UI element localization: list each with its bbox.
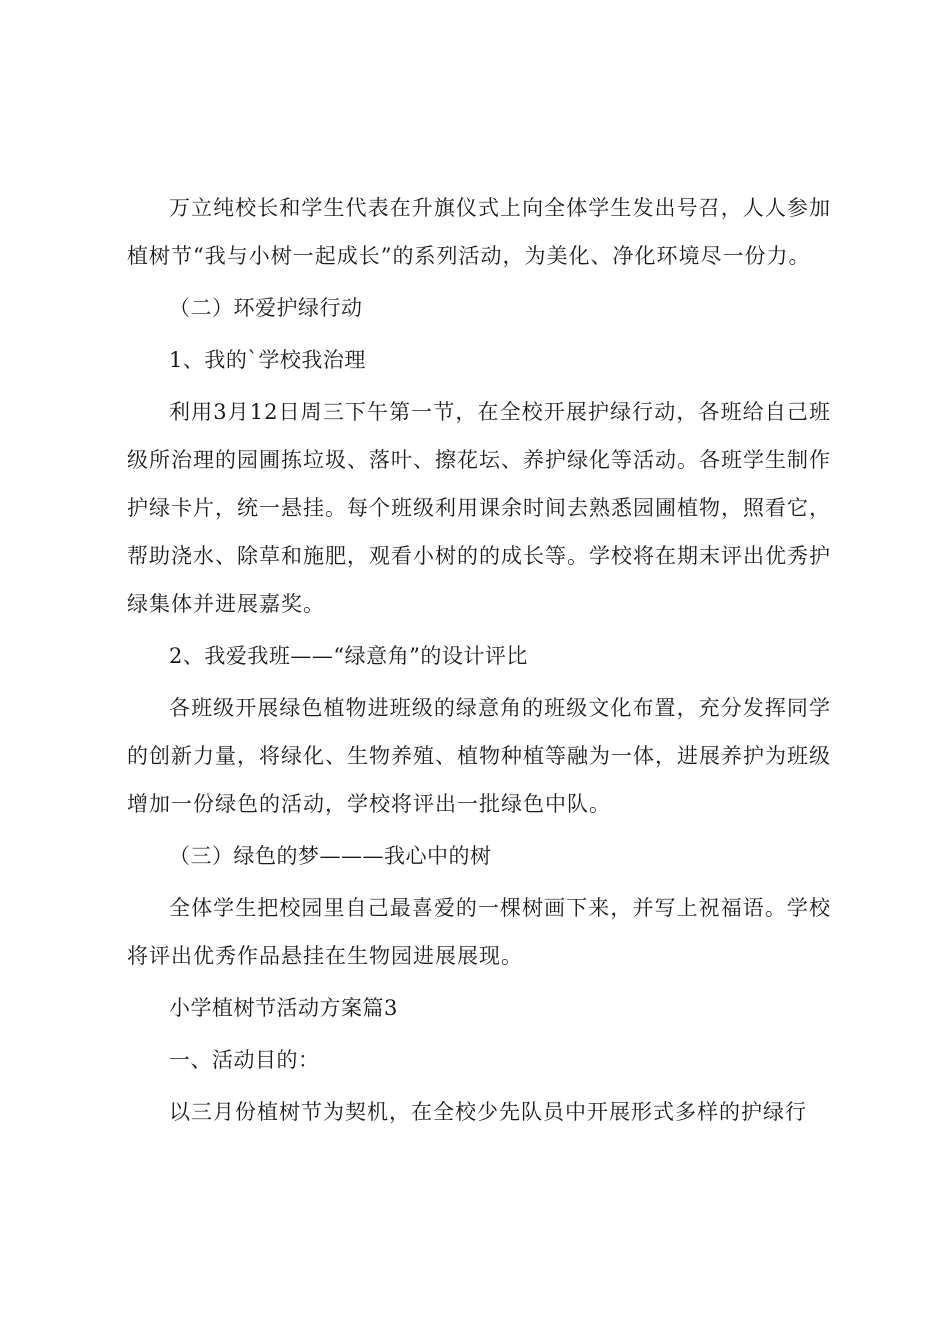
- section-heading-green-dream: （三）绿色的梦———我心中的树: [169, 844, 492, 868]
- document-body: [127, 184, 831, 1140]
- section-heading-green-action: （二）环爱护绿行动: [169, 296, 363, 320]
- section-heading-purpose: 一、活动目的：: [169, 1048, 320, 1072]
- paragraph-call-to-action: 万立纯校长和学生代表在升旗仪式上向全体学生发出号召，人人参加植树节“我与小树一起成长”的系列活动，为美化、净化环境尽一份力。: [127, 196, 831, 268]
- paragraph-green-action-details: 利用3月12日周三下午第一节，在全校开展护绿行动，各班给自己班级所治理的园圃拣垃圾、落叶、擦花坛、养护绿化等活动。各班学生制作护绿卡片，统一悬挂。每个班级利用课余时间去熟悉园圃植物，照看它，帮助浇水、除草和施肥，观看小树的的成长等。学校将在期末评出优秀护绿集体并进展嘉奖。: [127, 400, 831, 616]
- subheading-school-management: 1、我的`学校我治理: [169, 348, 366, 372]
- paragraph-purpose: 以三月份植树节为契机，在全校少先队员中开展形式多样的护绿行: [169, 1100, 807, 1124]
- paragraph-green-corner-details: 各班级开展绿色植物进班级的绿意角的班级文化布置，充分发挥同学的创新力量，将绿化、生物养殖、植物种植等融为一体，进展养护为班级增加一份绿色的活动，学校将评出一批绿色中队。: [127, 696, 831, 816]
- subheading-green-corner: 2、我爱我班——“绿意角”的设计评比: [169, 644, 528, 668]
- paragraph-green-dream-details: 全体学生把校园里自己最喜爱的一棵树画下来，并写上祝福语。学校将评出优秀作品悬挂在生物园进展展现。: [127, 896, 831, 968]
- plan-title: 小学植树节活动方案篇3: [169, 996, 398, 1020]
